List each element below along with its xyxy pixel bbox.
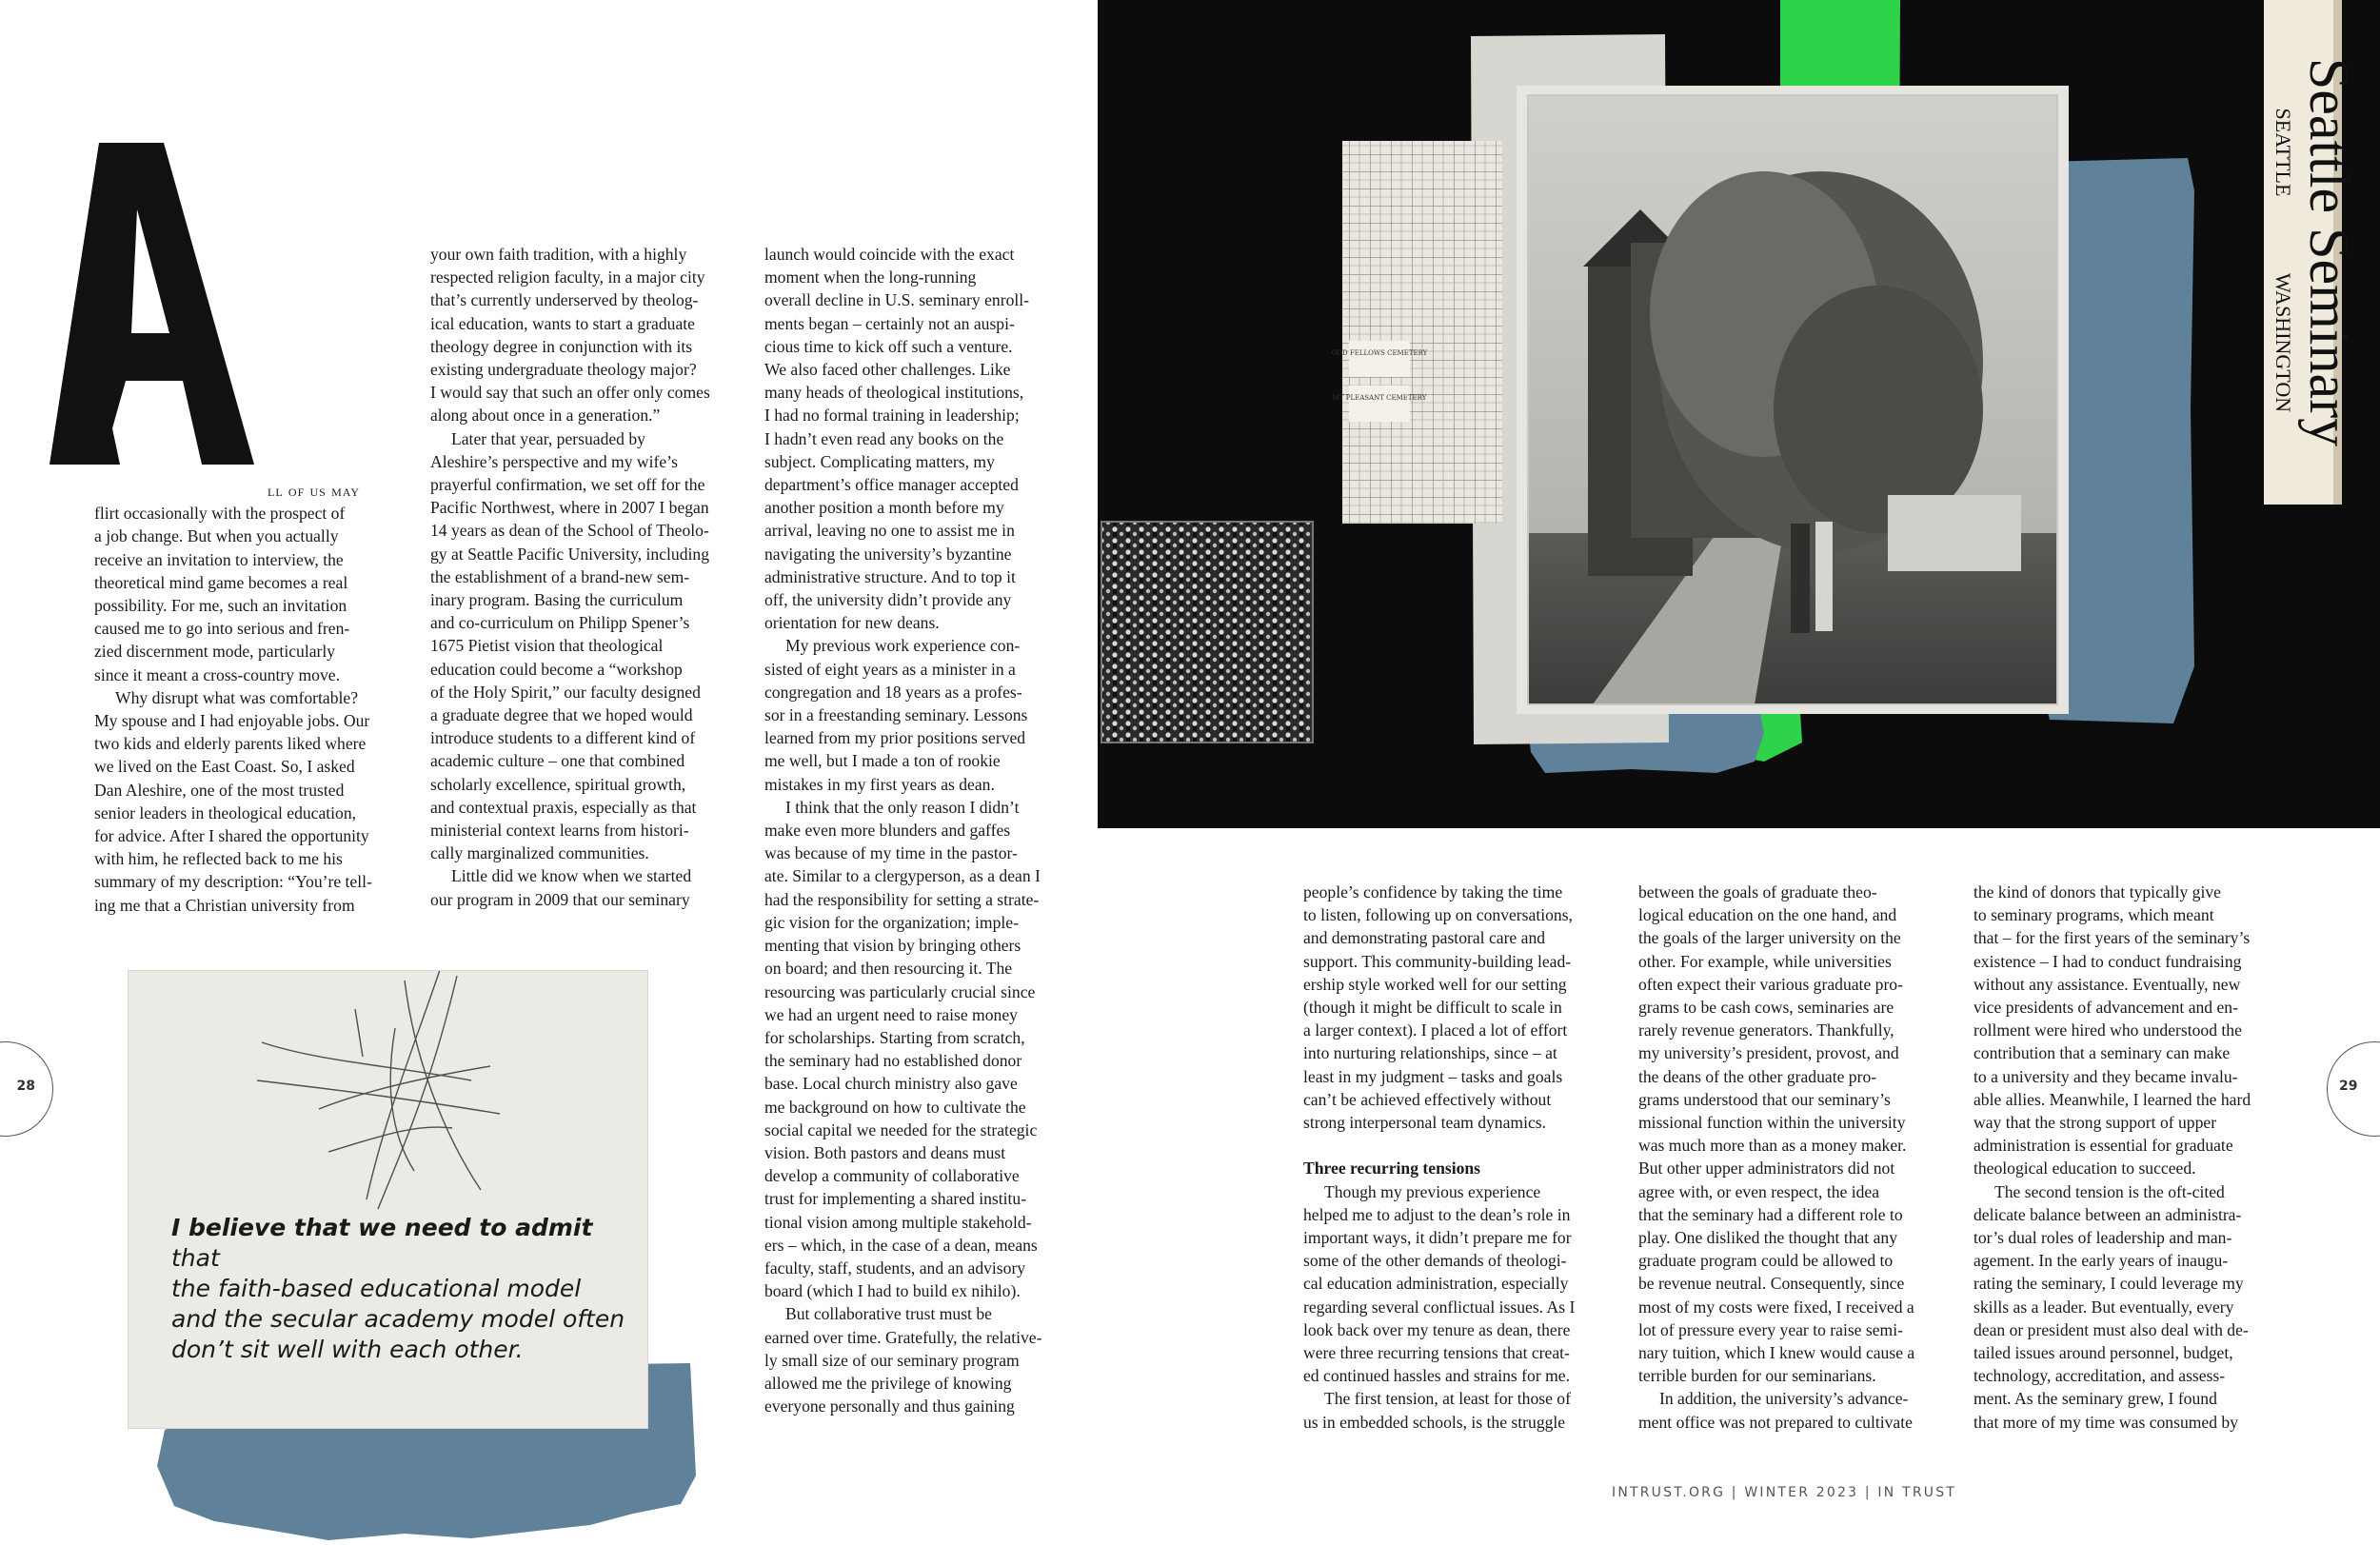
text-line: launch would coincide with the exact bbox=[764, 245, 1015, 264]
sign-title: Seattle Seminary bbox=[2298, 57, 2361, 447]
text-line: us in embedded schools, is the struggle bbox=[1303, 1412, 1566, 1432]
text-line: cal education administration, especially bbox=[1303, 1274, 1569, 1294]
pull-quote-line-4: don’t sit well with each other. bbox=[171, 1336, 524, 1363]
text-line: me well, but I made a ton of rookie bbox=[764, 751, 1001, 771]
text-line: social capital we needed for the strategic bbox=[764, 1119, 1038, 1139]
paragraph-14 bbox=[1638, 1387, 1957, 1433]
text-line: cally marginalized communities. bbox=[430, 843, 649, 863]
text-line: ed continued hassles and strains for me. bbox=[1303, 1366, 1570, 1386]
text-line: (though it might be difficult to scale in bbox=[1303, 998, 1562, 1018]
text-line: rating the seminary, I could leverage my bbox=[1973, 1274, 2244, 1294]
text-line: scholarly excellence, spiritual growth, bbox=[430, 774, 686, 794]
text-line: We also faced other challenges. Like bbox=[764, 360, 1011, 380]
text-line: tailed issues around personnel, budget, bbox=[1973, 1343, 2233, 1363]
text-line: logical education on the one hand, and bbox=[1638, 905, 1897, 925]
text-line: play. One disliked the thought that any bbox=[1638, 1228, 1897, 1248]
text-line: can’t be achieved effectively without bbox=[1303, 1089, 1552, 1109]
text-line: arrival, leaving no one to assist me in bbox=[764, 521, 1015, 541]
text-line: ing me that a Christian university from bbox=[94, 895, 355, 915]
text-line: theological education to succeed. bbox=[1973, 1159, 2196, 1179]
text-line: theoretical mind game becomes a real bbox=[94, 572, 348, 592]
text-line: was because of my time in the pastor- bbox=[764, 843, 1018, 863]
text-line: overall decline in U.S. seminary enroll- bbox=[764, 290, 1029, 310]
old-map-fragment bbox=[1342, 141, 1502, 524]
text-line: technology, accreditation, and assess- bbox=[1973, 1366, 2226, 1386]
text-line: important ways, it didn’t prepare me for bbox=[1303, 1228, 1572, 1248]
text-line: that the seminary had a different role to bbox=[1638, 1204, 1903, 1224]
text-line: into nurturing relationships, since – at bbox=[1303, 1043, 1557, 1063]
text-line: graduate program could be allowed to bbox=[1638, 1251, 1894, 1271]
article-column-3 bbox=[764, 243, 1093, 1417]
text-line: helped me to adjust to the dean’s role in bbox=[1303, 1204, 1571, 1224]
paragraph-2 bbox=[94, 686, 408, 917]
text-line: vice presidents of advancement and en- bbox=[1973, 998, 2238, 1018]
text-line: summary of my description: “You’re tell- bbox=[94, 872, 372, 892]
text-line: administration is essential for graduate bbox=[1973, 1136, 2233, 1156]
text-line: zied discernment mode, particularly bbox=[94, 642, 336, 662]
text-line: lot of pressure every year to raise semi- bbox=[1638, 1319, 1903, 1339]
collage-art bbox=[1098, 0, 2380, 828]
text-line: without any assistance. Eventually, new bbox=[1973, 974, 2241, 994]
text-line: to seminary programs, which meant bbox=[1973, 905, 2214, 925]
text-line: ment office was not prepared to cultivate bbox=[1638, 1412, 1913, 1432]
text-line: that’s currently underserved by theolog- bbox=[430, 290, 699, 310]
text-line: that – for the first years of the seminary’s bbox=[1973, 928, 2251, 948]
text-line: resourcing was particularly crucial since bbox=[764, 981, 1036, 1001]
text-line: ership style worked well for our setting bbox=[1303, 974, 1567, 994]
text-line: to a university and they became invalu- bbox=[1973, 1066, 2238, 1086]
paragraph-11 bbox=[1303, 1180, 1617, 1388]
text-line: tional vision among multiple stakehold- bbox=[764, 1212, 1032, 1232]
text-line: along about once in a generation.” bbox=[430, 406, 661, 426]
text-line: gy at Seattle Pacific University, including bbox=[430, 544, 709, 564]
text-line: regarding several conflictual issues. As I bbox=[1303, 1297, 1576, 1317]
text-line: prayerful confirmation, we set off for the bbox=[430, 475, 705, 495]
text-line: ical education, wants to start a graduate bbox=[430, 313, 695, 333]
text-line: another position a month before my bbox=[764, 498, 1004, 518]
text-line: The second tension is the oft-cited bbox=[1994, 1181, 2225, 1201]
text-line: Later that year, persuaded by bbox=[451, 428, 645, 448]
text-line: learned from my prior positions served bbox=[764, 728, 1026, 748]
text-line: and contextual praxis, especially as that bbox=[430, 797, 697, 817]
text-line: for scholarships. Starting from scratch, bbox=[764, 1027, 1025, 1047]
text-line: ate. Similar to a clergyperson, as a dean I bbox=[764, 866, 1041, 886]
text-line: base. Local church ministry also gave bbox=[764, 1074, 1018, 1094]
text-line: our program in 2009 that our seminary bbox=[430, 889, 690, 909]
text-line: senior leaders in theological education, bbox=[94, 802, 357, 822]
text-line: strong interpersonal team dynamics. bbox=[1303, 1113, 1547, 1133]
text-line: that more of my time was consumed by bbox=[1973, 1412, 2239, 1432]
paragraph-13 bbox=[1638, 881, 1957, 1387]
lead-in-line bbox=[94, 479, 408, 502]
paragraph-6 bbox=[764, 243, 1093, 634]
text-line: people’s confidence by taking the time bbox=[1303, 882, 1563, 901]
text-line: 1675 Pietist vision that theological bbox=[430, 636, 664, 656]
crowd-photo bbox=[1101, 522, 1313, 743]
text-line: receive an invitation to interview, the bbox=[94, 549, 344, 569]
text-line: tor’s dual roles of leadership and man- bbox=[1973, 1228, 2232, 1248]
article-column-1 bbox=[94, 479, 408, 917]
paragraph-9 bbox=[764, 1302, 1093, 1417]
text-line: agement. In the early years of inaugu- bbox=[1973, 1251, 2229, 1271]
text-line: menting that vision by bringing others bbox=[764, 936, 1021, 956]
text-line: least in my judgment – tasks and goals bbox=[1303, 1066, 1563, 1086]
text-line: ers – which, in the case of a dean, means bbox=[764, 1235, 1038, 1255]
text-line: I hadn’t even read any books on the bbox=[764, 428, 1004, 448]
text-line: delicate balance between an administra- bbox=[1973, 1204, 2242, 1224]
text-line: faculty, staff, students, and an advisory bbox=[764, 1258, 1026, 1278]
pull-quote-emphasis: I believe that we need to admit bbox=[171, 1214, 593, 1241]
text-line: with him, he reflected back to me his bbox=[94, 849, 343, 869]
text-line: cious time to kick off such a venture. bbox=[764, 336, 1013, 356]
text-line: Why disrupt what was comfortable? bbox=[115, 687, 359, 707]
text-line: I had no formal training in leadership; bbox=[764, 406, 1020, 426]
paragraph-1 bbox=[94, 502, 408, 686]
text-line: missional function within the university bbox=[1638, 1113, 1906, 1133]
text-line: But collaborative trust must be bbox=[785, 1304, 992, 1324]
text-line: trust for implementing a shared institu- bbox=[764, 1189, 1027, 1209]
text-line: develop a community of collaborative bbox=[764, 1166, 1020, 1186]
text-line: Pacific Northwest, where in 2007 I began bbox=[430, 498, 709, 518]
text-line: many heads of theological institutions, bbox=[764, 383, 1024, 403]
text-line: flirt occasionally with the prospect of bbox=[94, 504, 346, 524]
text-line: ministerial context learns from histori- bbox=[430, 821, 689, 841]
text-line: earned over time. Gratefully, the relative- bbox=[764, 1327, 1042, 1347]
text-line: introduce students to a different kind of bbox=[430, 728, 696, 748]
page-number-left-text: 28 bbox=[16, 1079, 35, 1094]
text-line: skills as a leader. But eventually, every bbox=[1973, 1297, 2234, 1317]
text-line: orientation for new deans. bbox=[764, 613, 940, 633]
text-line: congregation and 18 years as a profes- bbox=[764, 682, 1022, 702]
text-line: Dan Aleshire, one of the most trusted bbox=[94, 780, 345, 800]
text-line: sor in a freestanding seminary. Lessons bbox=[764, 705, 1028, 725]
text-line: My previous work experience con- bbox=[785, 636, 1021, 656]
text-line: ments began – certainly not an auspi- bbox=[764, 313, 1015, 333]
text-line: and co-curriculum on Philipp Spener’s bbox=[430, 613, 690, 633]
page-number-left bbox=[0, 1041, 53, 1137]
text-line: between the goals of graduate theo- bbox=[1638, 882, 1877, 901]
text-line: had the responsibility for setting a strate- bbox=[764, 889, 1040, 909]
text-line: sisted of eight years as a minister in a bbox=[764, 659, 1016, 679]
text-line: dean or president must also deal with de- bbox=[1973, 1319, 2249, 1339]
text-line: the goals of the larger university on the bbox=[1638, 928, 1901, 948]
pull-quote-line-3: and the secular academy model often bbox=[171, 1305, 625, 1333]
text-line: 14 years as dean of the School of Theolo- bbox=[430, 521, 709, 541]
text-line: agree with, or even respect, the idea bbox=[1638, 1181, 1880, 1201]
text-line: Little did we know when we started bbox=[451, 866, 692, 886]
text-line: be revenue neutral. Consequently, since bbox=[1638, 1274, 1905, 1294]
article-column-4 bbox=[1303, 881, 1617, 1434]
paragraph-7 bbox=[764, 634, 1093, 795]
text-line: existence – I had to conduct fundraising bbox=[1973, 951, 2242, 971]
text-line: rollment were hired who understood the bbox=[1973, 1020, 2242, 1040]
text-line: theology degree in conjunction with its bbox=[430, 336, 693, 356]
text-line: the establishment of a brand-new sem- bbox=[430, 566, 690, 586]
article-column-5 bbox=[1638, 881, 1957, 1434]
text-line: nary tuition, which I knew would cause a bbox=[1638, 1343, 1915, 1363]
text-line: navigating the university’s byzantine bbox=[764, 544, 1012, 564]
text-line: we lived on the East Coast. So, I asked bbox=[94, 757, 355, 777]
article-column-2 bbox=[430, 243, 754, 911]
text-line: everyone personally and thus gaining bbox=[764, 1396, 1015, 1416]
text-line: to listen, following up on conversations, bbox=[1303, 905, 1573, 925]
text-line: the deans of the other graduate pro- bbox=[1638, 1066, 1877, 1086]
text-line: often expect their various graduate pro- bbox=[1638, 974, 1903, 994]
text-line: respected religion faculty, in a major city bbox=[430, 267, 705, 287]
text-line: I think that the only reason I didn’t bbox=[785, 797, 1020, 817]
text-line: the seminary had no established donor bbox=[764, 1051, 1022, 1071]
text-line: I would say that such an offer only comes bbox=[430, 383, 710, 403]
text-line: contribution that a seminary can make bbox=[1973, 1043, 2231, 1063]
pull-quote-line-1: that bbox=[171, 1244, 220, 1272]
map-label-1: ODD FELLOWS CEMETERY bbox=[1331, 349, 1428, 357]
text-line: a graduate degree that we hoped would bbox=[430, 705, 693, 725]
text-line: Aleshire’s perspective and my wife’s bbox=[430, 451, 678, 471]
paragraph-10 bbox=[1303, 881, 1617, 1134]
text-line: mistakes in my first years as dean. bbox=[764, 774, 995, 794]
text-line: grams to be cash cows, seminaries are bbox=[1638, 998, 1894, 1018]
text-line: since it meant a cross-country move. bbox=[94, 664, 340, 684]
text-line: make even more blunders and gaffes bbox=[764, 821, 1011, 841]
text-line: most of my costs were fixed, I received a bbox=[1638, 1297, 1914, 1317]
text-line: academic culture – one that combined bbox=[430, 751, 685, 771]
text-line: inary program. Basing the curriculum bbox=[430, 590, 684, 610]
text-line: was much more than as a money maker. bbox=[1638, 1136, 1907, 1156]
text-line: caused me to go into serious and fren- bbox=[94, 619, 350, 639]
text-line: In addition, the university’s advance- bbox=[1659, 1389, 1909, 1409]
paragraph-8 bbox=[764, 796, 1093, 1302]
paragraph-4 bbox=[430, 427, 754, 865]
text-line: we had an urgent need to raise money bbox=[764, 1004, 1018, 1024]
text-line: able allies. Meanwhile, I learned the hard bbox=[1973, 1089, 2251, 1109]
text-line: terrible burden for our seminarians. bbox=[1638, 1366, 1876, 1386]
text-line: department’s office manager accepted bbox=[764, 475, 1019, 495]
map-label-2: MT PLEASANT CEMETERY bbox=[1332, 394, 1427, 402]
text-line: possibility. For me, such an invitation bbox=[94, 596, 347, 615]
text-line: and demonstrating pastoral care and bbox=[1303, 928, 1546, 948]
seattle-seminary-sign bbox=[2264, 0, 2361, 505]
text-line: ment. As the seminary grew, I found bbox=[1973, 1389, 2217, 1409]
pull-quote bbox=[171, 1213, 647, 1365]
text-line: support. This community-building lead- bbox=[1303, 951, 1572, 971]
text-line: moment when the long-running bbox=[764, 267, 977, 287]
drop-cap-letter bbox=[50, 143, 259, 485]
text-line: board (which I had to build ex nihilo). bbox=[764, 1281, 1021, 1301]
text-line: a job change. But when you actually bbox=[94, 526, 339, 546]
text-line: rarely revenue generators. Thankfully, bbox=[1638, 1020, 1894, 1040]
text-line: on board; and then resourcing it. The bbox=[764, 959, 1013, 979]
pull-quote-line-2: the faith-based educational model bbox=[171, 1275, 582, 1302]
text-line: administrative structure. And to top it bbox=[764, 566, 1016, 586]
text-line: subject. Complicating matters, my bbox=[764, 451, 995, 471]
photo-collage bbox=[1098, 0, 2380, 828]
lead-in-text: ll of us may bbox=[268, 482, 360, 500]
text-line: the kind of donors that typically give bbox=[1973, 882, 2221, 901]
text-line: for advice. After I shared the opportunity bbox=[94, 826, 369, 846]
text-line: Though my previous experience bbox=[1324, 1181, 1541, 1201]
text-line: ly small size of our seminary program bbox=[764, 1350, 1020, 1370]
seminary-building-photo bbox=[1517, 86, 2069, 714]
text-line: But other upper administrators did not bbox=[1638, 1159, 1895, 1179]
text-line: way that the strong support of upper bbox=[1973, 1113, 2217, 1133]
paragraph-16 bbox=[1973, 1180, 2302, 1434]
paragraph-3 bbox=[430, 243, 754, 427]
text-line: vision. Both pastors and deans must bbox=[764, 1142, 1006, 1162]
text-line: My spouse and I had enjoyable jobs. Our bbox=[94, 711, 370, 731]
text-line: grams understood that our seminary’s bbox=[1638, 1089, 1891, 1109]
sign-city: SEATTLE bbox=[2271, 108, 2295, 197]
text-line: other. For example, while universities bbox=[1638, 951, 1892, 971]
text-line: my university’s president, provost, and bbox=[1638, 1043, 1899, 1063]
magazine-footer: INTRUST.ORG | WINTER 2023 | IN TRUST bbox=[1612, 1485, 1957, 1500]
text-line: a larger context). I placed a lot of effort bbox=[1303, 1020, 1568, 1040]
article-column-6 bbox=[1973, 881, 2302, 1434]
paragraph-12 bbox=[1303, 1387, 1617, 1433]
text-line: some of the other demands of theologi- bbox=[1303, 1251, 1567, 1271]
text-line: were three recurring tensions that creat- bbox=[1303, 1343, 1570, 1363]
text-line: look back over my tenure as dean, there bbox=[1303, 1319, 1571, 1339]
paragraph-15 bbox=[1973, 881, 2302, 1180]
sign-state: WASHINGTON bbox=[2271, 272, 2295, 413]
text-line: off, the university didn’t provide any bbox=[764, 590, 1012, 610]
text-line: two kids and elderly parents liked where bbox=[94, 734, 367, 754]
text-line: allowed me the privilege of knowing bbox=[764, 1373, 1012, 1393]
text-line: education could become a “workshop bbox=[430, 659, 683, 679]
page-number-right-text: 29 bbox=[2339, 1079, 2358, 1094]
text-line: me background on how to cultivate the bbox=[764, 1097, 1026, 1117]
text-line: of the Holy Spirit,” our faculty designed bbox=[430, 682, 701, 702]
paragraph-5 bbox=[430, 864, 754, 910]
page-number-right bbox=[2327, 1041, 2380, 1137]
text-line: your own faith tradition, with a highly bbox=[430, 245, 687, 264]
text-line: The first tension, at least for those of bbox=[1324, 1389, 1571, 1409]
text-line: existing undergraduate theology major? bbox=[430, 360, 697, 380]
text-line: gic vision for the organization; imple- bbox=[764, 912, 1019, 932]
section-subhead: Three recurring tensions bbox=[1303, 1159, 1481, 1179]
